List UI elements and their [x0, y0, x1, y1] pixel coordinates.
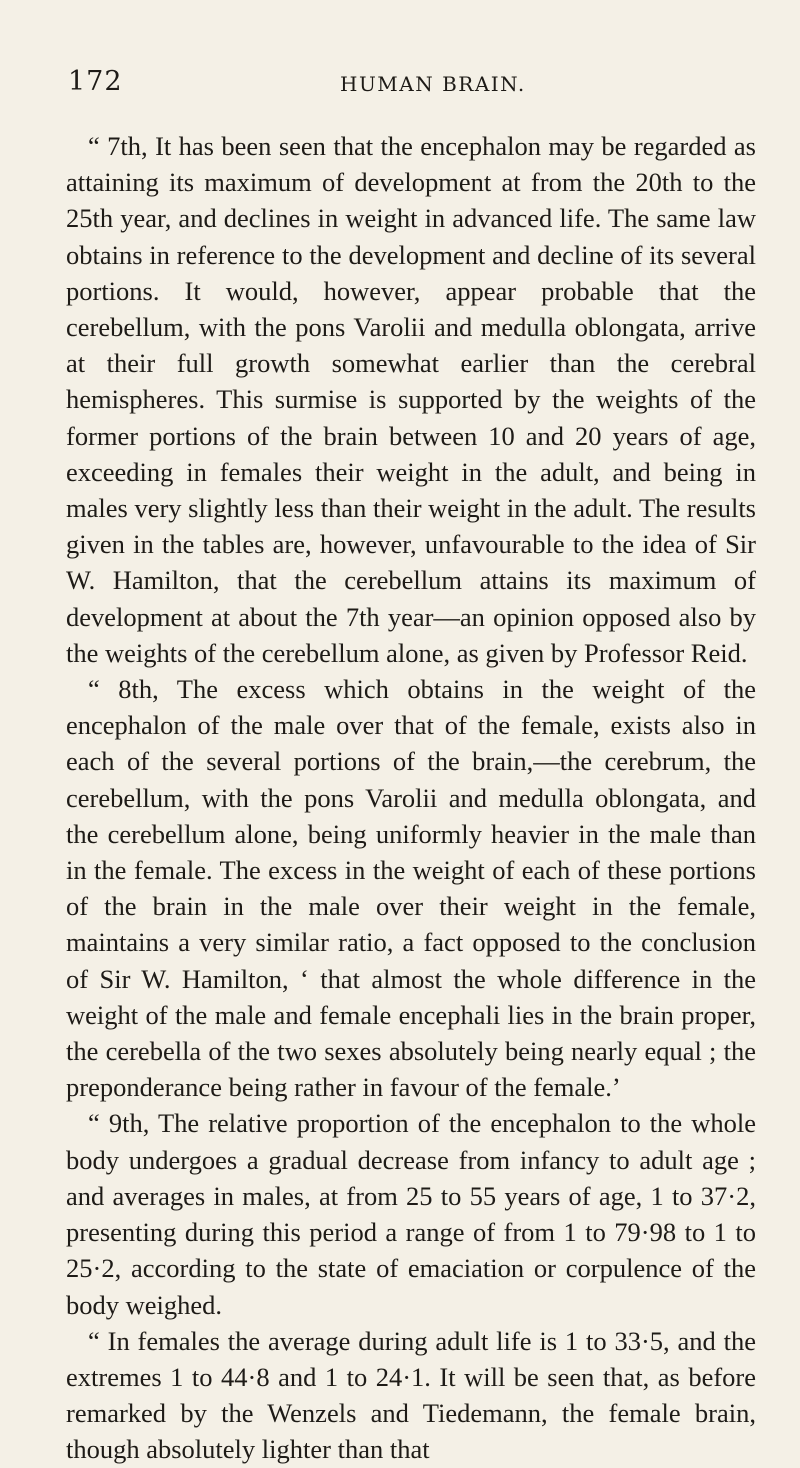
paragraph-8th: “ 8th, The excess which obtains in the weight of the encephalon of the male over that of the female, exists also in each of the several portions of the brain,—the cerebrum, the cerebellum, with the pons Varolii and medulla oblongata, and the cerebellum alone, being uniformly heavier in the male than in the female. The excess in the weight of each of these portions of the brain in the male over their weight in the female, maintains a very similar ratio, a fact opposed to the conclusion of Sir W. Hamilton, ‘ that almost the whole difference in the weight of the male and female encephali lies in the brain proper, the cerebella of the two sexes absolutely being nearly equal ; the preponderance being rather in favour of the female.’	[66, 674, 756, 1103]
page-number: 172	[68, 66, 123, 97]
paragraph-7th: “ 7th, It has been seen that the encephalon may be regarded as attaining its maximum of development at from the 20th to the 25th year, and declines in weight in advanced life. The same law obtains in reference to the development and decline of its several portions. It would, however, appear probable that the cerebellum, with the pons Varolii and medulla oblongata, arrive at their full growth somewhat earlier than the cerebral hemispheres. This surmise is supported by the weights of the former portions of the brain between 10 and 20 years of age, exceeding in females their weight in the adult, and being in males very slightly less than their weight in the adult. The results given in the tables are, however, unfavourable to the idea of Sir W. Hamilton, that the cerebellum attains its maximum of development at about the 7th year—an opinion opposed also by the weights of the cerebellum alone, as given by Professor Reid.	[66, 131, 756, 668]
running-head: HUMAN BRAIN.	[340, 72, 526, 96]
paragraph-9th: “ 9th, The relative proportion of the encephalon to the whole body undergoes a gradual decrease from infancy to adult age ; and averages in males, at from 25 to 55 years of age, 1 to 37·2, presenting during this period a range of from 1 to 79·98 to 1 to 25·2, according to the state of emaciation or corpulence of the body weighed.	[66, 1108, 756, 1320]
page-header	[68, 66, 752, 106]
paragraph-females: “ In females the average during adult life is 1 to 33·5, and the extremes 1 to 44·8 and 1 to 24·1. It will be seen that, as before remarked by the Wenzels and Tiedemann, the female brain, though absolutely lighter than that	[66, 1325, 756, 1465]
body-text	[66, 128, 756, 1468]
